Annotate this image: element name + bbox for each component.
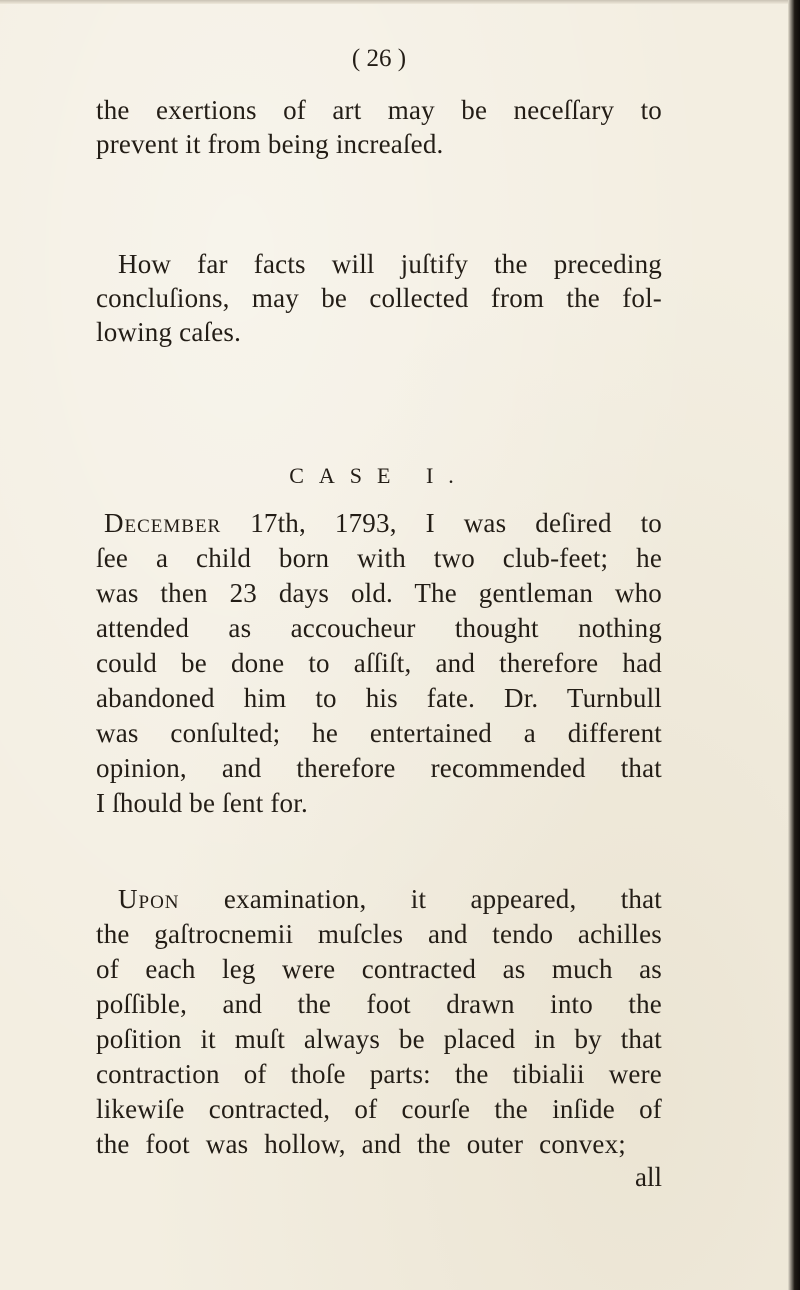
text-line: lowing caſes.	[96, 317, 242, 347]
text-line: How far facts will juſtify the preceding	[118, 249, 662, 279]
top-rule	[0, 0, 800, 4]
text-line: ſee a child born with two club-feet; he	[96, 543, 662, 573]
case-heading: CASE I.	[289, 463, 469, 488]
text-line: concluſions, may be collected from the fol-	[96, 283, 662, 313]
text-line: poſition it muſt always be placed in by that	[96, 1024, 662, 1054]
catchword: all	[635, 1162, 662, 1192]
page-number: ( 26 )	[351, 45, 407, 72]
text-line: of each leg were contracted as much as	[96, 954, 662, 984]
text-line-rest: examination, it appeared, that	[223, 884, 663, 914]
text-line	[118, 882, 662, 916]
text-line: contraction of thoſe parts: the tibialii were	[96, 1059, 662, 1089]
text-line: was conſulted; he entertained a different	[96, 718, 662, 748]
lead-word: Upon	[118, 884, 180, 914]
text-line: the foot was hollow, and the outer convex;	[96, 1129, 626, 1159]
text-line: was then 23 days old. The gentleman who	[96, 578, 662, 608]
text-line: prevent it from being increaſed.	[96, 129, 444, 159]
text-line	[104, 506, 662, 540]
text-line: the exertions of art may be neceſſary to	[96, 95, 662, 125]
text-line: attended as accoucheur thought nothing	[96, 613, 662, 643]
text-line: I ſhould be ſent for.	[96, 788, 308, 818]
text-line: the gaſtrocnemii muſcles and tendo achilles	[96, 919, 662, 949]
book-edge	[788, 0, 800, 1290]
text-line: likewiſe contracted, of courſe the inſide of	[96, 1094, 662, 1124]
text-line: opinion, and therefore recommended that	[96, 753, 662, 783]
text-line-rest: 17th, 1793, I was deſired to	[250, 508, 662, 538]
text-line: poſſible, and the foot drawn into the	[96, 989, 662, 1019]
lead-word: December	[104, 508, 222, 538]
text-line: abandoned him to his fate. Dr. Turnbull	[96, 683, 662, 713]
text-line: could be done to aſſiſt, and therefore had	[96, 648, 662, 678]
